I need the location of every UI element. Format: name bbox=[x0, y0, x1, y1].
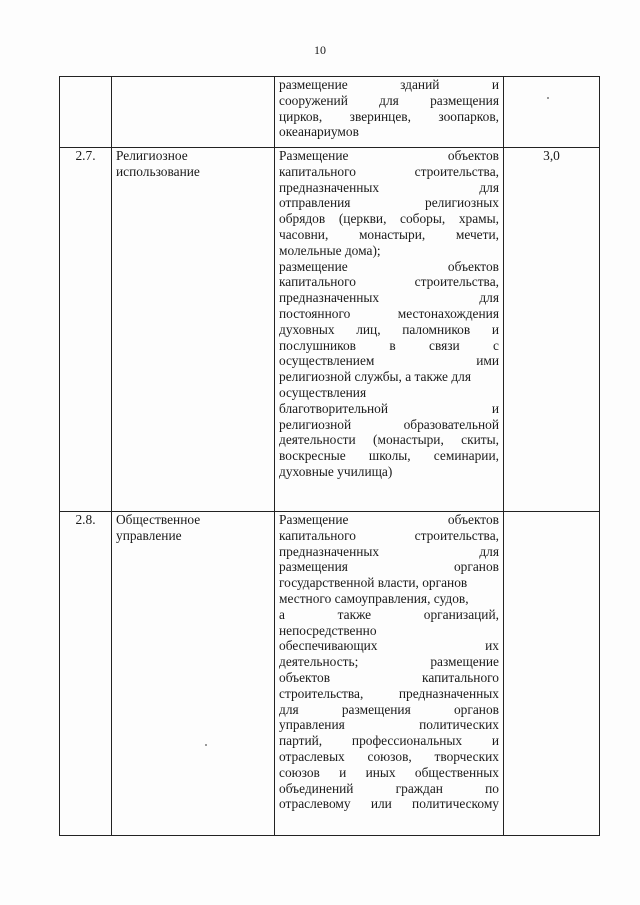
description-word: обрядов bbox=[279, 211, 326, 227]
description-line bbox=[279, 670, 499, 686]
description-line bbox=[279, 259, 499, 275]
description-line bbox=[279, 77, 499, 93]
description-word: школы, bbox=[368, 448, 411, 464]
description-line bbox=[279, 148, 499, 164]
description-line bbox=[279, 306, 499, 322]
row-number-cell bbox=[60, 77, 112, 148]
description-word: связи bbox=[429, 337, 460, 353]
description-word: для bbox=[479, 179, 499, 195]
description-line bbox=[279, 353, 499, 369]
description-line bbox=[279, 623, 499, 639]
description-line bbox=[279, 180, 499, 196]
use-description-cell bbox=[275, 512, 504, 836]
description-word: с bbox=[493, 337, 499, 353]
description-line bbox=[279, 654, 499, 670]
description-line bbox=[279, 211, 499, 227]
description-line bbox=[279, 274, 499, 290]
description-word: органов bbox=[453, 559, 499, 575]
description-line bbox=[279, 765, 499, 781]
description-word: для bbox=[279, 701, 299, 717]
description-word: а bbox=[279, 606, 285, 622]
description-word: и bbox=[339, 764, 347, 780]
description-word: часовни, bbox=[279, 226, 329, 242]
description-word: объектов bbox=[447, 512, 499, 527]
description-word: зверинцев, bbox=[349, 108, 411, 124]
description-word: предназначенных bbox=[279, 543, 380, 559]
table-row bbox=[60, 512, 600, 836]
description-line bbox=[279, 464, 499, 480]
description-word: мечети, bbox=[455, 226, 499, 242]
description-word: отраслевых bbox=[279, 748, 345, 764]
description-word: отправления bbox=[279, 195, 351, 211]
description-word: для bbox=[379, 92, 399, 108]
description-word: строительства, bbox=[414, 274, 499, 290]
description-line bbox=[279, 544, 499, 560]
land-use-table bbox=[59, 76, 600, 836]
description-word: образовательной bbox=[403, 416, 499, 432]
description-line bbox=[279, 93, 499, 109]
description-word: и bbox=[491, 400, 499, 416]
description-line bbox=[279, 401, 499, 417]
description-word: также bbox=[337, 606, 372, 622]
description-word: благотворительной bbox=[279, 400, 389, 416]
description-word: религиозной bbox=[279, 416, 352, 432]
description-word: строительства, bbox=[414, 163, 499, 179]
description-word: и bbox=[491, 733, 499, 749]
description-word: цирков, bbox=[279, 108, 323, 124]
description-word: (монастыри, bbox=[373, 432, 444, 448]
description-word: монастыри, bbox=[358, 226, 426, 242]
description-line bbox=[279, 322, 499, 338]
value-cell: 3,0 bbox=[504, 148, 600, 512]
description-line bbox=[279, 717, 499, 733]
description-word: по bbox=[485, 780, 499, 796]
description-word: их bbox=[485, 638, 499, 654]
description-word: союзов bbox=[279, 764, 320, 780]
description-word: зданий bbox=[400, 77, 440, 92]
description-word: и bbox=[491, 77, 499, 92]
description-word: осуществлением bbox=[279, 353, 375, 369]
description-word: непосредственно bbox=[279, 622, 377, 638]
description-word: и bbox=[491, 321, 499, 337]
description-word: размещение bbox=[430, 654, 499, 670]
description-word: лиц, bbox=[356, 321, 381, 337]
description-line bbox=[279, 591, 499, 607]
description-word: общественных bbox=[414, 764, 499, 780]
description-line bbox=[279, 575, 499, 591]
description-word: управления bbox=[279, 717, 345, 733]
table-row bbox=[60, 148, 600, 512]
description-line bbox=[279, 243, 499, 259]
description-word: размещения bbox=[341, 701, 411, 717]
description-word: ими bbox=[476, 353, 499, 369]
description-word: предназначенных bbox=[279, 179, 380, 195]
description-word: для bbox=[479, 290, 499, 306]
description-word: капитального bbox=[279, 163, 356, 179]
description-word: союзов, bbox=[367, 748, 412, 764]
description-line bbox=[279, 290, 499, 306]
description-line bbox=[279, 781, 499, 797]
description-word: предназначенных bbox=[398, 685, 499, 701]
description-word: отраслевому bbox=[279, 796, 351, 812]
description-word: обеспечивающих bbox=[279, 638, 378, 654]
use-name-line: Общественное bbox=[116, 512, 201, 527]
description-word: политических bbox=[419, 717, 499, 733]
description-line bbox=[279, 369, 499, 385]
description-word: Размещение bbox=[279, 512, 349, 527]
value-cell bbox=[504, 512, 600, 836]
use-name-cell bbox=[112, 512, 275, 836]
description-line bbox=[279, 385, 499, 401]
description-line bbox=[279, 432, 499, 448]
description-word: семинарии, bbox=[433, 448, 499, 464]
description-word: деятельность; bbox=[279, 654, 359, 670]
table-row bbox=[60, 77, 600, 148]
description-word: объектов bbox=[279, 669, 331, 685]
description-line bbox=[279, 164, 499, 180]
page-number: 10 bbox=[314, 43, 326, 57]
use-description-cell bbox=[275, 148, 504, 512]
description-line bbox=[279, 124, 499, 140]
description-word: иных bbox=[365, 764, 396, 780]
description-line bbox=[279, 195, 499, 211]
description-word: зоопарков, bbox=[438, 108, 499, 124]
value-cell bbox=[504, 77, 600, 148]
description-word: размещение bbox=[279, 77, 348, 92]
description-word: капитального bbox=[422, 669, 499, 685]
description-word: духовных bbox=[279, 321, 335, 337]
description-word: организаций, bbox=[423, 606, 499, 622]
description-word: в bbox=[389, 337, 396, 353]
description-word: размещения bbox=[430, 92, 499, 108]
description-word: постоянного bbox=[279, 305, 351, 321]
description-line bbox=[279, 559, 499, 575]
description-line bbox=[279, 702, 499, 718]
description-word: храмы, bbox=[458, 211, 499, 227]
description-word: религиозных bbox=[425, 195, 499, 211]
description-word: политическому bbox=[412, 796, 499, 812]
description-line bbox=[279, 607, 499, 623]
description-word: капитального bbox=[279, 527, 356, 543]
scan-speck bbox=[205, 744, 207, 746]
description-word: местного самоуправления, судов, bbox=[279, 590, 469, 606]
description-line bbox=[279, 796, 499, 812]
description-word: местонахождения bbox=[397, 305, 499, 321]
description-line bbox=[279, 638, 499, 654]
description-word: партий, bbox=[279, 733, 323, 749]
description-word: соборы, bbox=[400, 211, 446, 227]
description-word: объектов bbox=[447, 258, 499, 274]
description-line bbox=[279, 733, 499, 749]
description-word: океанариумов bbox=[279, 124, 359, 140]
description-word: Размещение bbox=[279, 148, 349, 163]
description-word: религиозной службы, а также для bbox=[279, 369, 472, 385]
use-name-line: управление bbox=[116, 527, 182, 543]
description-line bbox=[279, 528, 499, 544]
description-line bbox=[279, 338, 499, 354]
row-number-cell: 2.8. bbox=[60, 512, 112, 836]
description-word: граждан bbox=[395, 780, 443, 796]
description-word: молельные дома); bbox=[279, 242, 381, 258]
use-description-cell bbox=[275, 77, 504, 148]
description-word: государственной власти, органов bbox=[279, 575, 468, 591]
description-line bbox=[279, 417, 499, 433]
description-line bbox=[279, 512, 499, 528]
use-name-cell bbox=[112, 77, 275, 148]
description-word: строительства, bbox=[279, 685, 364, 701]
description-word: строительства, bbox=[414, 527, 499, 543]
description-word: предназначенных bbox=[279, 290, 380, 306]
description-word: размещения bbox=[279, 559, 348, 575]
description-line bbox=[279, 686, 499, 702]
description-word: (церкви, bbox=[338, 211, 387, 227]
description-word: размещение bbox=[279, 258, 348, 274]
scan-speck bbox=[547, 97, 549, 99]
description-word: скиты, bbox=[461, 432, 499, 448]
description-word: сооружений bbox=[279, 92, 348, 108]
description-line bbox=[279, 109, 499, 125]
description-word: органов bbox=[453, 701, 499, 717]
description-word: духовные училища) bbox=[279, 463, 393, 479]
description-word: паломников bbox=[402, 321, 471, 337]
description-line bbox=[279, 448, 499, 464]
description-word: воскресные bbox=[279, 448, 346, 464]
use-name-cell bbox=[112, 148, 275, 512]
description-word: капитального bbox=[279, 274, 356, 290]
description-word: деятельности bbox=[279, 432, 356, 448]
row-number-cell: 2.7. bbox=[60, 148, 112, 512]
description-word: объектов bbox=[447, 148, 499, 163]
description-word: или bbox=[370, 796, 392, 812]
use-name-line: Религиозное bbox=[116, 148, 188, 163]
use-name-line: использование bbox=[116, 163, 200, 179]
description-word: объединений bbox=[279, 780, 354, 796]
description-word: послушников bbox=[279, 337, 357, 353]
description-line bbox=[279, 749, 499, 765]
description-word: осуществления bbox=[279, 384, 367, 400]
description-word: творческих bbox=[434, 748, 499, 764]
description-line bbox=[279, 227, 499, 243]
description-word: профессиональных bbox=[351, 733, 463, 749]
description-word: для bbox=[479, 543, 499, 559]
